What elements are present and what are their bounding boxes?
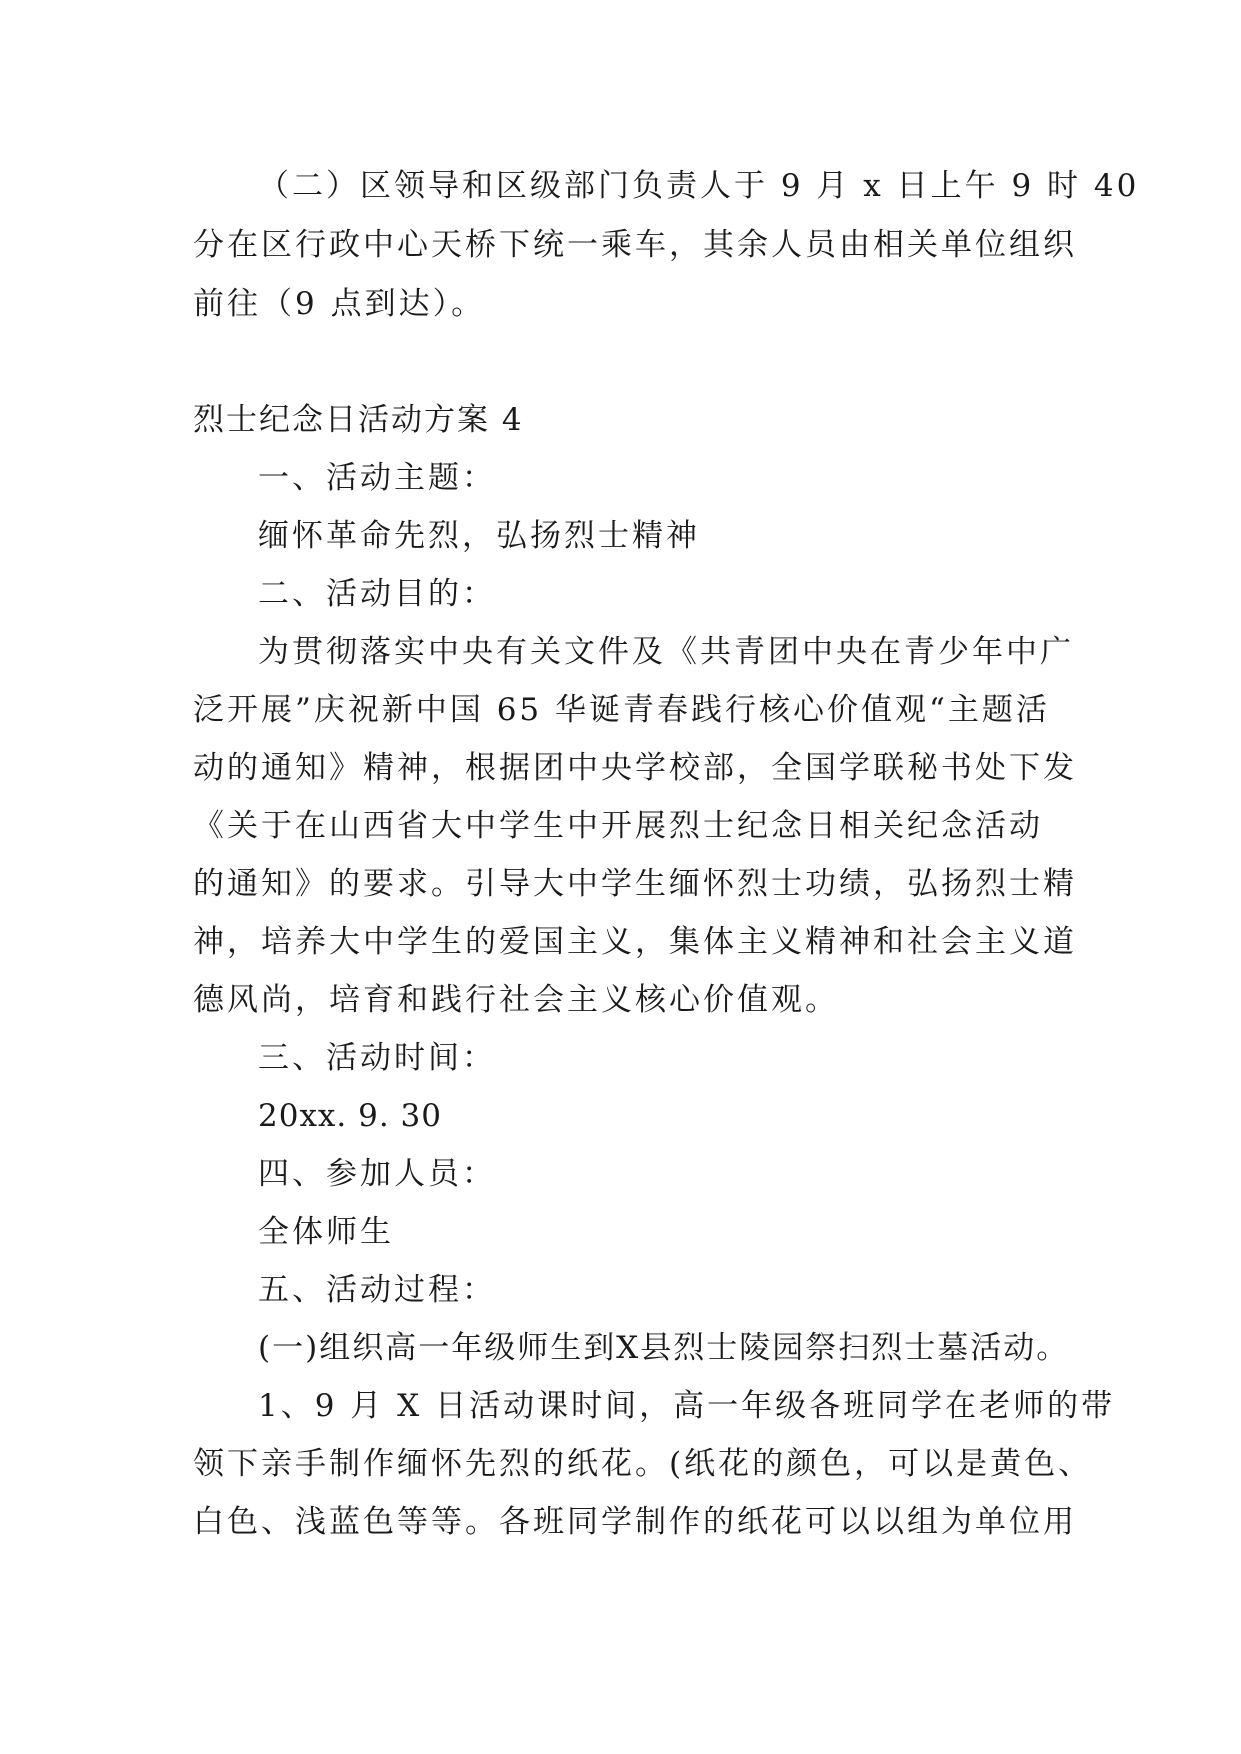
paragraph-line: 1、9 月 X 日活动课时间，高一年级各班同学在老师的带 — [258, 1388, 1116, 1424]
section-title-theme: 一、活动主题： — [258, 460, 496, 496]
paragraph-line: 前往（9 点到达）。 — [193, 286, 486, 322]
paragraph-line: 白色、浅蓝色等等。各班同学制作的纸花可以以组为单位用 — [193, 1504, 1077, 1540]
paragraph-line: 《关于在山西省大中学生中开展烈士纪念日相关纪念活动 — [193, 808, 1043, 844]
paragraph-line: (一)组织高一年级师生到X县烈士陵园祭扫烈士墓活动。 — [258, 1330, 1070, 1366]
paragraph-line: 领下亲手制作缅怀先烈的纸花。(纸花的颜色，可以是黄色、 — [193, 1446, 1093, 1482]
section-value-time: 20xx. 9. 30 — [258, 1098, 442, 1134]
paragraph-line: 德风尚，培育和践行社会主义核心价值观。 — [193, 982, 839, 1018]
paragraph-line: 泛开展”庆祝新中国 65 华诞青春践行核心价值观“主题活 — [193, 692, 1050, 728]
paragraph-line: 为贯彻落实中央有关文件及《共青团中央在青少年中广 — [258, 634, 1074, 670]
paragraph-line: 神，培养大中学生的爱国主义，集体主义精神和社会主义道 — [193, 924, 1077, 960]
paragraph-line: 分在区行政中心天桥下统一乘车，其余人员由相关单位组织 — [193, 227, 1077, 263]
section-title-process: 五、活动过程： — [258, 1272, 496, 1308]
paragraph-line: （二）区领导和区级部门负责人于 9 月 x 日上午 9 时 40 — [258, 168, 1140, 204]
paragraph-line: 的通知》的要求。引导大中学生缅怀烈士功绩，弘扬烈士精 — [193, 866, 1077, 902]
section-title-time: 三、活动时间： — [258, 1040, 496, 1076]
section-title-purpose: 二、活动目的： — [258, 576, 496, 612]
document-heading: 烈士纪念日活动方案 4 — [193, 402, 524, 438]
paragraph-line: 动的通知》精神，根据团中央学校部，全国学联秘书处下发 — [193, 750, 1077, 786]
section-value-theme: 缅怀革命先烈，弘扬烈士精神 — [258, 518, 700, 554]
section-title-participants: 四、参加人员： — [258, 1156, 496, 1192]
section-value-participants: 全体师生 — [258, 1214, 394, 1250]
